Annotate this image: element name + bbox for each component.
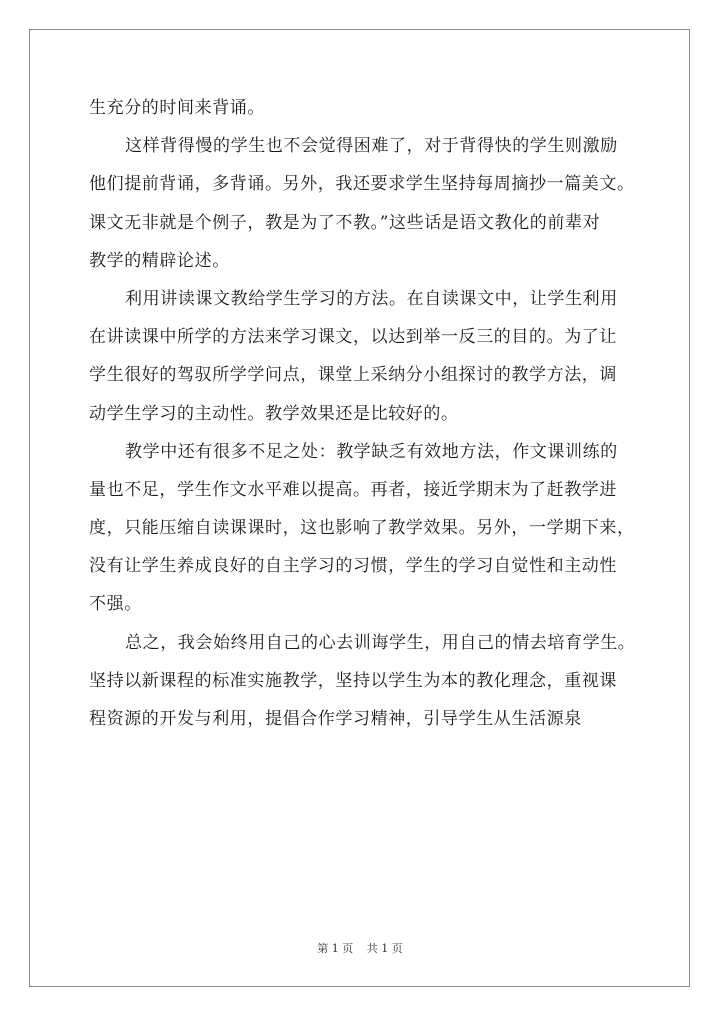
text-line: 教学的精辟论述。: [89, 250, 230, 271]
page-number: 第 1 页: [317, 942, 354, 955]
text-line: 在讲读课中所学的方法来学习课文，以达到举一反三的目的。为了让: [89, 327, 617, 348]
text-line: 没有让学生养成良好的自主学习的习惯，学生的学习自觉性和主动性: [89, 556, 617, 577]
text-line: 利用讲读课文教给学生学习的方法。在自读课文中，让学生利用: [125, 288, 618, 309]
paragraph: [89, 624, 634, 739]
text-line: 他们提前背诵，多背诵。另外，我还要求学生坚持每周摘抄一篇美文。: [89, 174, 635, 195]
text-line: 这样背得慢的学生也不会觉得困难了，对于背得快的学生则激励: [125, 136, 618, 157]
paragraph: [89, 127, 634, 280]
text-line: 教学中还有很多不足之处：教学缺乏有效地方法，作文课训练的: [125, 441, 618, 462]
text-line: 程资源的开发与利用，提倡合作学习精神，引导学生从生活源泉: [89, 709, 582, 729]
text-line: 量也不足，学生作文水平难以提高。再者，接近学期末为了赶教学进: [89, 479, 617, 500]
document-body: [89, 89, 634, 738]
paragraph: [89, 89, 634, 127]
text-line: 不强。: [89, 594, 142, 615]
paragraph: [89, 280, 634, 433]
text-line: 坚持以新课程的标准实施教学，坚持以学生为本的教化理念，重视课: [89, 670, 617, 691]
text-line: 总之，我会始终用自己的心去训诲学生，用自己的情去培育学生。: [125, 632, 636, 653]
text-line: 动学生学习的主动性。教学效果还是比较好的。: [89, 403, 459, 424]
page-footer: [0, 940, 720, 956]
text-line: 生充分的时间来背诵。: [89, 98, 265, 118]
paragraph: [89, 433, 634, 624]
page-total: 共 1 页: [366, 942, 403, 955]
text-line: 学生很好的驾驭所学学问点，课堂上采纳分小组探讨的教学方法，调: [89, 365, 617, 386]
text-line: 度，只能压缩自读课课时，这也影响了教学效果。另外，一学期下来，: [89, 518, 635, 539]
text-line: 课文无非就是个例子，教是为了不教。”这些话是语文教化的前辈对: [89, 212, 601, 233]
